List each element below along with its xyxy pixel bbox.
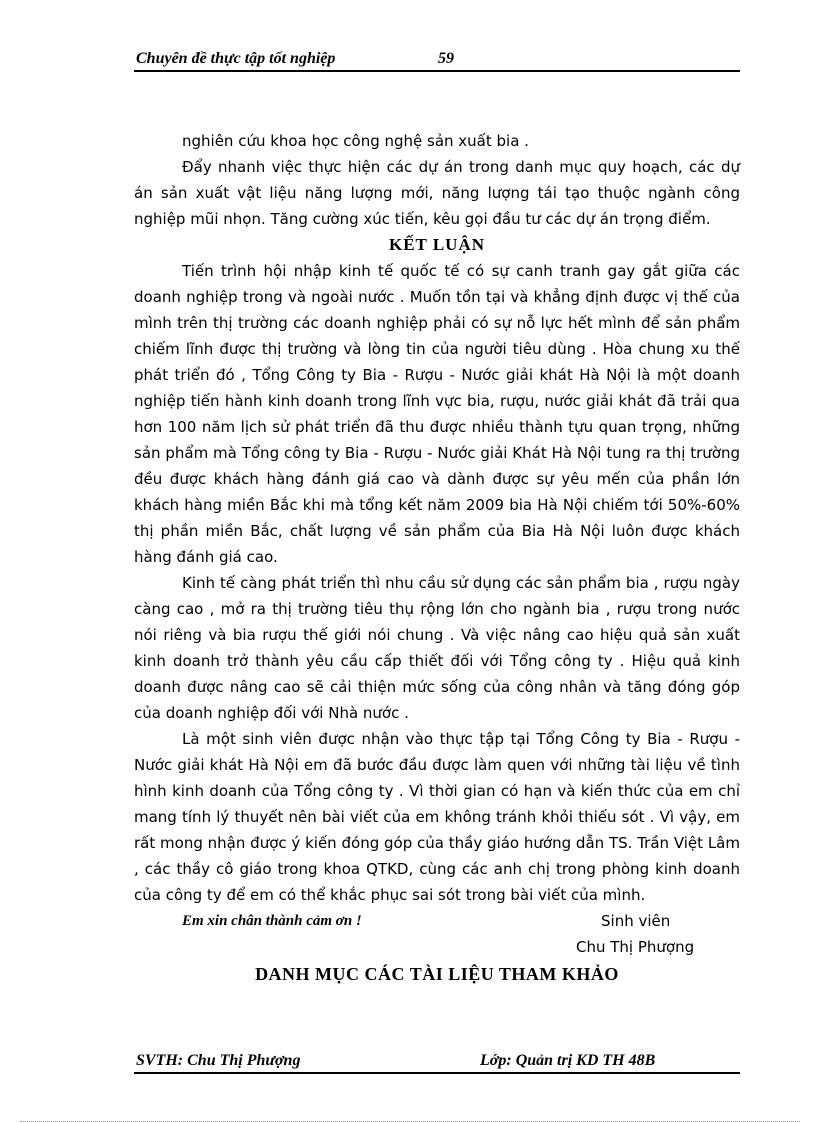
signature-role: Sinh viên — [601, 912, 671, 930]
conclusion-heading: KẾT LUẬN — [388, 235, 485, 254]
closing-line: Em xin chân thành cảm ơn ! — [182, 913, 362, 929]
signature-name: Chu Thị Phượng — [576, 938, 695, 956]
paragraph-2: Đẩy nhanh việc thực hiện các dự án trong danh mục quy hoạch, các dự án sản xuất vật liệu năng lượng mới, năng lượng tái tạo thuộc ngành công nghiệp mũi nhọn. Tăng cường xúc tiến, kêu gọi đầu tư các dự án trọng điểm. — [134, 158, 740, 228]
paragraph-4: Kinh tế càng phát triển thì nhu cầu sử dụng các sản phẩm bia , rượu ngày càng cao , mở ra thị trường tiêu thụ rộng lớn cho ngành bia , rượu trong nước nói riêng và bia rượu thế giới nói chung . Và việc nâng cao hiệu quả sản xuất kinh doanh trở thành yêu cầu cấp thiết đối với Tổng công ty . Hiệu quả kinh doanh được nâng cao sẽ cải thiện mức sống của công nhân và tăng đóng góp của doanh nghiệp đối với Nhà nước . — [134, 574, 740, 722]
page-footer — [134, 1050, 740, 1074]
document-body — [134, 128, 740, 934]
paragraph-1: nghiên cứu khoa học công nghệ sản xuất bia . — [182, 132, 529, 150]
paragraph-5: Là một sinh viên được nhận vào thực tập tại Tổng Công ty Bia - Rượu - Nước giải khát Hà Nội em đã bước đầu được làm quen với những tài liệu về tình hình kinh doanh của Tổng công ty . Vì thời gian có hạn và kiến thức của em chỉ mang tính lý thuyết nên bài viết của em không tránh khỏi thiếu sót . Vì vậy, em rất mong nhận được ý kiến đóng góp của thầy giáo hướng dẫn TS. Trần Việt Lâm , các thầy cô giáo trong khoa QTKD, cùng các anh chị trong phòng kinh doanh của công ty để em có thể khắc phục sai sót trong bài viết của mình. — [134, 730, 740, 904]
page-border-dotted — [20, 1121, 800, 1122]
footer-class: Lớp: Quản trị KD TH 48B — [480, 1052, 656, 1069]
footer-student: SVTH: Chu Thị Phượng — [136, 1052, 301, 1069]
paragraph-3: Tiến trình hội nhập kinh tế quốc tế có sự canh tranh gay gắt giữa các doanh nghiệp trong và ngoài nước . Muốn tồn tại và khẳng định được vị thế của mình trên thị trường các doanh nghiệp phải có sự nỗ lực hết mình để sản phẩm chiếm lĩnh được thị trường và lòng tin của người tiêu dùng . Hòa chung xu thế phát triển đó , Tổng Công ty Bia - Rượu - Nước giải khát Hà Nội là một doanh nghiệp tiến hành kinh doanh trong lĩnh vực bia, rượu, nước giải khát đã trải qua hơn 100 năm lịch sử phát triển đã thu được nhiều thành tựu quan trọng, những sản phẩm mà Tổng công ty Bia - Rượu - Nước giải Khát Hà Nội tung ra thị trường đều được khách hàng đánh giá cao và dành được sự yêu mến của phần lớn khách hàng miền Bắc khi mà tổng kết năm 2009 bia Hà Nội chiếm tới 50%-60% thị phần miền Bắc, chất lượng về sản phẩm của Bia Hà Nội luôn được khách hàng đánh giá cao. — [134, 262, 740, 566]
header-title: Chuyên đề thực tập tốt nghiệp — [136, 50, 336, 67]
references-heading: DANH MỤC CÁC TÀI LIỆU THAM KHẢO — [255, 964, 619, 984]
page-header — [134, 48, 740, 72]
page-number: 59 — [438, 50, 454, 67]
